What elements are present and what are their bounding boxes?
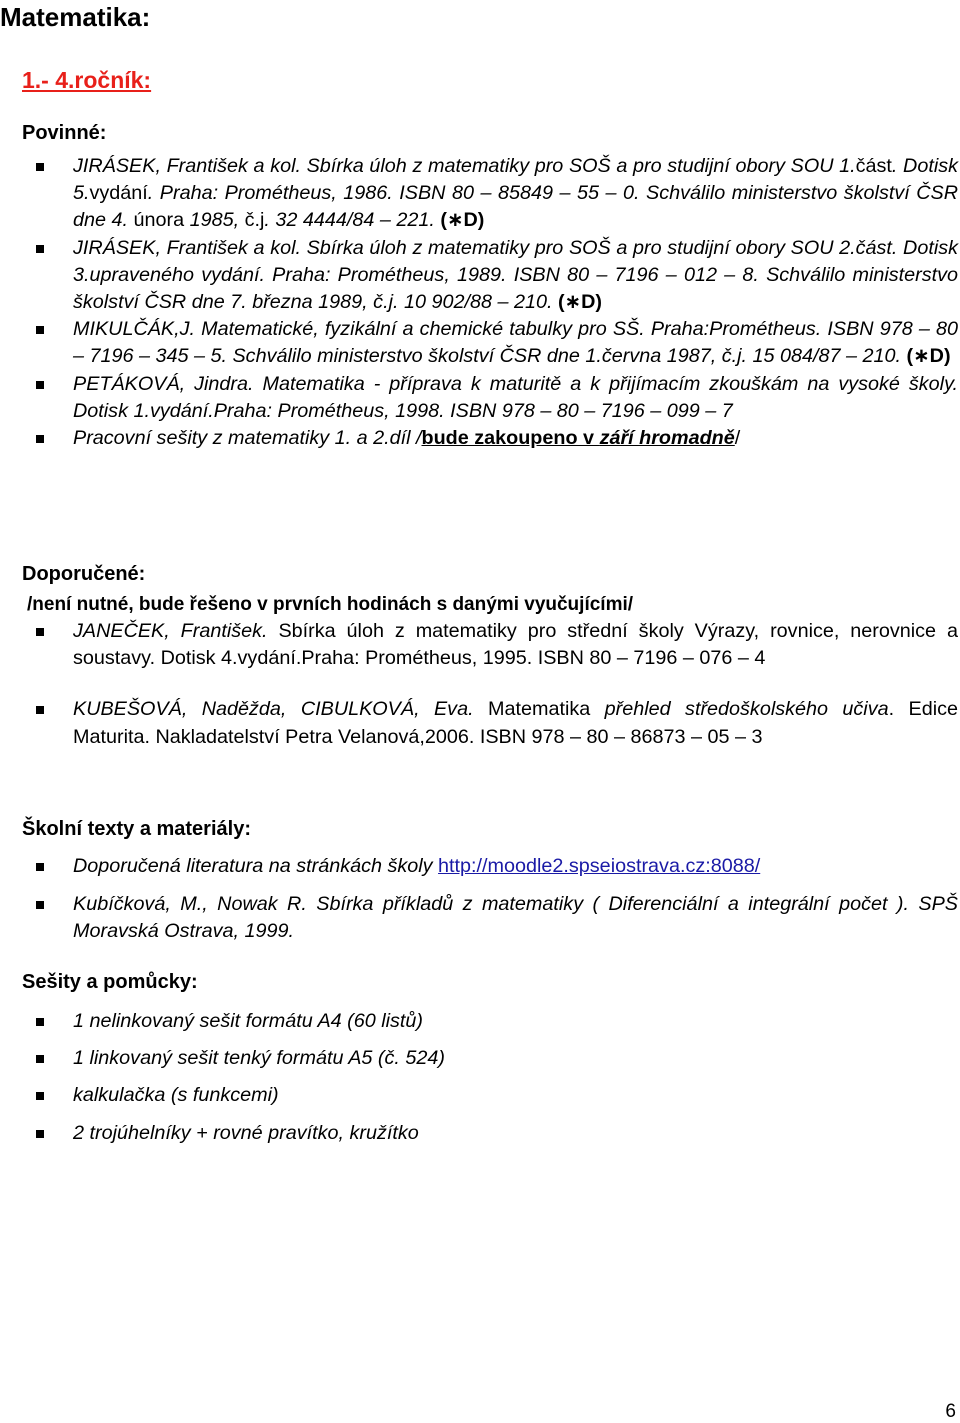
list-povinne xyxy=(36,153,958,452)
list-skolni xyxy=(36,853,958,946)
d-mark: (∗D) xyxy=(906,345,951,368)
list-item: kalkulačka (s funkcemi) xyxy=(36,1082,958,1109)
bullet-icon xyxy=(36,435,44,443)
list-item: 1 linkovaný sešit tenký formátu A5 (č. 524) xyxy=(36,1045,958,1072)
moodle-link[interactable]: http://moodle2.spseiostrava.cz:8088/ xyxy=(438,855,761,877)
list-item: Kubíčková, M., Nowak R. Sbírka příkladů z matematiky ( Diferenciální a integrální počet ). SPŠ Moravská Ostrava, 1999. xyxy=(36,891,958,945)
bullet-icon xyxy=(36,1092,44,1100)
list-item: Doporučená literatura na stránkách školy http://moodle2.spseiostrava.cz:8088/ xyxy=(36,853,958,880)
bullet-icon xyxy=(36,863,44,871)
bullet-icon xyxy=(36,381,44,389)
list-item: MIKULČÁK,J. Matematické, fyzikální a chemické tabulky pro SŠ. Praha:Prométheus. ISBN 978 – 80 – 7196 – 345 – 5. Schválilo ministerstvo školství ČSR dne 1.června 1987, č.j. 15 084/87 – 210. (∗D) xyxy=(36,316,958,370)
list-item: Pracovní sešity z matematiky 1. a 2.díl /bude zakoupeno v září hromadně/ xyxy=(36,425,958,452)
list-item: JIRÁSEK, František a kol. Sbírka úloh z matematiky pro SOŠ a pro studijní obory SOU 2.část. Dotisk 3.upraveného vydání. Praha: Prométheus, 1989. ISBN 80 – 7196 – 012 – 8. Schválilo ministerstvo školství ČSR dne 7. března 1989, č.j. 10 902/88 – 210. (∗D) xyxy=(36,235,958,317)
list-sesity xyxy=(36,1008,958,1157)
page-number: 6 xyxy=(945,1401,956,1422)
grade-heading: 1.- 4.ročník: xyxy=(22,67,152,93)
list-item: 1 nelinkovaný sešit formátu A4 (60 listů) xyxy=(36,1008,958,1035)
bullet-icon xyxy=(36,163,44,171)
doporucene-note: /není nutné, bude řešeno v prvních hodinách s danými vyučujícími/ xyxy=(27,594,634,615)
bullet-icon xyxy=(36,1018,44,1026)
list-item: PETÁKOVÁ, Jindra. Matematika - příprava k maturitě a k přijímacím zkouškám na vysoké školy. Dotisk 1.vydání.Praha: Prométheus, 1998. ISBN 978 – 80 – 7196 – 099 – 7 xyxy=(36,371,958,425)
bullet-icon xyxy=(36,245,44,253)
d-mark: (∗D) xyxy=(440,209,485,232)
list-item: KUBEŠOVÁ, Naděžda, CIBULKOVÁ, Eva. Matematika přehled středoškolského učiva. Edice Maturita. Nakladatelství Petra Velanová,2006. ISBN 978 – 80 – 86873 – 05 – 3 xyxy=(36,696,958,750)
bullet-icon xyxy=(36,628,44,636)
list-item: 2 trojúhelníky + rovné pravítko, kružítko xyxy=(36,1120,958,1147)
page-title: Matematika: xyxy=(0,2,151,32)
list-doporucene xyxy=(36,618,958,761)
list-item: JANEČEK, František. Sbírka úloh z matematiky pro střední školy Výrazy, rovnice, nerovnice a soustavy. Dotisk 4.vydání.Praha: Prométheus, 1995. ISBN 80 – 7196 – 076 – 4 xyxy=(36,618,958,672)
section-heading-sesity: Sešity a pomůcky: xyxy=(22,971,198,993)
list-item: JIRÁSEK, František a kol. Sbírka úloh z matematiky pro SOŠ a pro studijní obory SOU 1.část. Dotisk 5.vydání. Praha: Prométheus, 1986. ISBN 80 – 85849 – 55 – 0. Schválilo ministerstvo školství ČSR dne 4. února 1985, č.j. 32 4444/84 – 221. (∗D) xyxy=(36,153,958,235)
section-heading-doporucene: Doporučené: xyxy=(22,563,146,585)
bullet-icon xyxy=(36,706,44,714)
bullet-icon xyxy=(36,1055,44,1063)
section-heading-povinne: Povinné: xyxy=(22,122,107,144)
bullet-icon xyxy=(36,326,44,334)
d-mark: (∗D) xyxy=(557,291,602,314)
section-heading-skolni: Školní texty a materiály: xyxy=(22,818,251,840)
bullet-icon xyxy=(36,901,44,909)
bullet-icon xyxy=(36,1130,44,1138)
